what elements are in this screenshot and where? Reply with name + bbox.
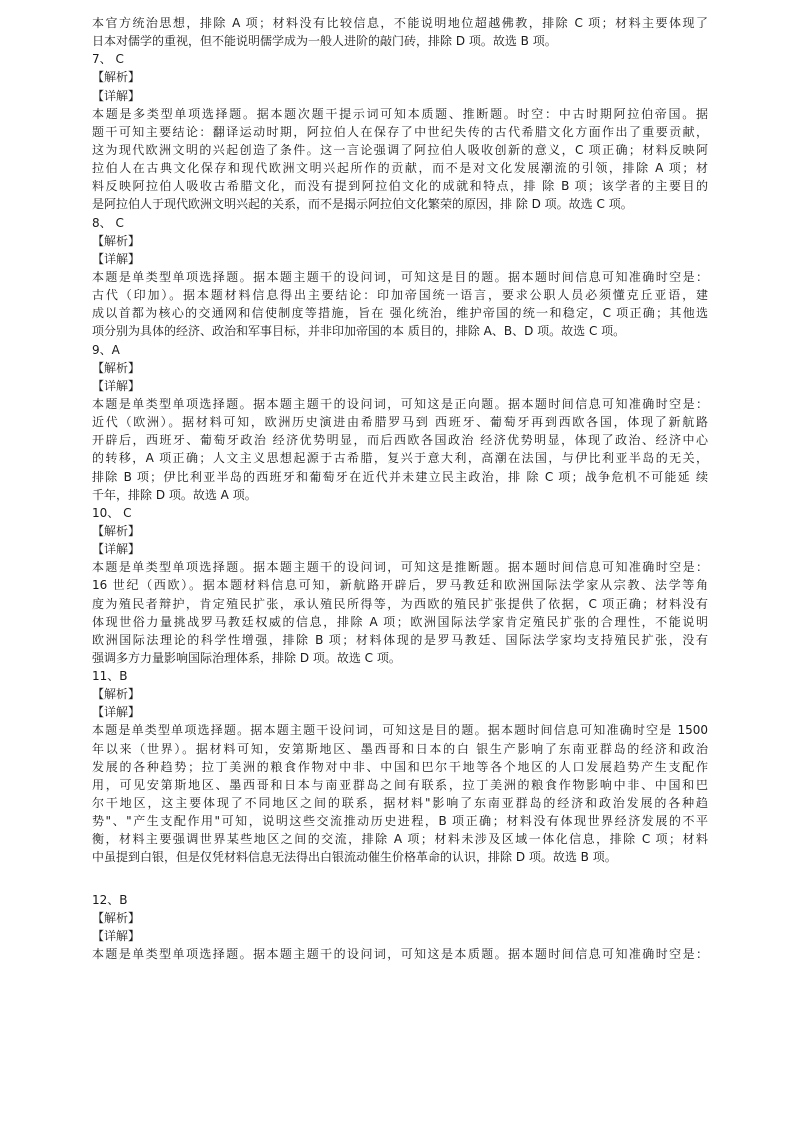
text-line: 排除 B 项；伊比利亚半岛的西班牙和葡萄牙在近代并未建立民主政治，排 除 C 项；战争危机不可能延 续 <box>92 469 708 484</box>
section-label-analysis: 【解析】 <box>92 233 141 248</box>
text-line: 年以来（世界）。据材料可知，安第斯地区、墨西哥和日本的白 银生产影响了东南亚群岛的经济和政治 <box>92 741 708 756</box>
text-line: 本题是单类型单项选择题。据本题主题干的设问词，可知这是目的题。据本题时间信息可知准确时空是： <box>92 269 708 284</box>
text-line: 成以首都为核心的交通网和信使制度等措施，旨在 强化统治，维护帝国的统一和稳定，C 项正确；其他选 <box>92 306 708 321</box>
text-line: 衡，材料主要强调世界某些地区之间的交流，排除 A 项；材料未涉及区域一体化信息，排除 C 项；材料 <box>92 832 708 847</box>
text-line: 本题是单类型单项选择题。据本题主题干设问词，可知这是目的题。据本题时间信息可知准确时空是 1500 <box>92 723 708 738</box>
text-line: 欧洲国际法理论的科学性增强，排除 B 项；材料体现的是罗马教廷、国际法学家均支持殖民扩张，没有 <box>92 632 708 647</box>
text-line: 尔干地区，这主要体现了不同地区之间的联系，据材料"影响了东南亚群岛的经济和政治发展的各种趋 <box>92 796 708 811</box>
text-line: 发展的各种趋势；拉丁美洲的粮食作物对中非、中国和巴尔干地等各个地区的人口发展趋势产生支配作 <box>92 759 708 774</box>
text-line: 用，可见安第斯地区、墨西哥和日本与南亚群岛之间有联系，拉丁美洲的粮食作物影响中非、中国和巴 <box>92 777 708 792</box>
text-line: 体现世俗力量挑战罗马教廷权威的信息，排除 A 项；欧洲国际法学家肯定殖民扩张的合理性，不能说明 <box>92 614 708 629</box>
section-label-detail: 【详解】 <box>92 251 141 266</box>
section-label-detail: 【详解】 <box>92 542 141 557</box>
question-number: 8、 C <box>92 215 124 230</box>
text-line: 料反映阿拉伯人吸收古希腊文化，而没有提到阿拉伯文化的成就和特点，排 除 B 项；该学者的主要目的 <box>92 179 708 194</box>
section-label-detail: 【详解】 <box>92 378 141 393</box>
text-line: 日本对儒学的重视，但不能说明儒学成为一般人进阶的敲门砖，排除 D 项。故选 B 项。 <box>92 34 557 49</box>
text-line: 中虽提到白银，但是仅凭材料信息无法得出白银流动催生价格革命的认识，排除 D 项。故选 B 项。 <box>92 850 617 865</box>
question-number: 9、A <box>92 342 120 357</box>
text-line: 近代（欧洲）。据材料可知，欧洲历史演进由希腊罗马到 西班牙、葡萄牙再到西欧各国，体现了新航路 <box>92 415 708 430</box>
text-line: 拉伯人在古典文化保存和现代欧洲文明兴起所作的贡献，而不是对文化发展潮流的引领，排除 A 项；材 <box>92 161 708 176</box>
text-line: 强调多方力量影响国际治理体系，排除 D 项。故选 C 项。 <box>92 650 401 665</box>
text-line: 千年，排除 D 项。故选 A 项。 <box>92 487 257 502</box>
text-line: 本官方统治思想，排除 A 项；材料没有比较信息，不能说明地位超越佛教，排除 C 项；材料主要体现了 <box>92 16 708 30</box>
text-line: 是阿拉伯人于现代欧洲文明兴起的关系，而不是揭示阿拉伯文化繁荣的原因，排 除 D 项。故选 C 项。 <box>92 197 633 212</box>
section-label-detail: 【详解】 <box>92 88 141 103</box>
text-line: 项分别为具体的经济、政治和军事目标，并非印加帝国的本 质目的，排除 A、B、D 项。故选 C 项。 <box>92 324 626 339</box>
text-line: 的转移，A 项正确；人文主义思想起源于古希腊，复兴于意大利，高潮在法国，与伊比利亚半岛的无关， <box>92 451 708 466</box>
question-number: 12、B <box>92 892 128 907</box>
question-number: 7、 C <box>92 52 124 67</box>
text-line: 题干可知主要结论：翻译运动时期，阿拉伯人在保存了中世纪失传的古代希腊文化方面作出了重要贡献， <box>92 124 708 139</box>
section-label-detail: 【详解】 <box>92 705 141 720</box>
text-line: 古代（印加）。据本题材料信息得出主要结论：印加帝国统一语言，要求公职人员必须懂克丘亚语，建 <box>92 288 708 303</box>
text-line: 势"、"产生支配作用"可知，说明这些交流推动历史进程，B 项正确；材料没有体现世界经济发展的不平 <box>92 814 708 829</box>
section-label-analysis: 【解析】 <box>92 70 141 85</box>
text-line: 16 世纪（西欧）。据本题材料信息可知，新航路开辟后，罗马教廷和欧洲国际法学家从宗教、法学等角 <box>92 578 708 593</box>
section-label-analysis: 【解析】 <box>92 687 141 702</box>
text-line: 度为殖民者辩护，肯定殖民扩张，承认殖民所得等，为西欧的殖民扩张提供了依据，C 项正确；材料没有 <box>92 596 708 611</box>
section-label-detail: 【详解】 <box>92 928 141 943</box>
text-line: 本题是多类型单项选择题。据本题次题干提示词可知本质题、推断题。时空：中古时期阿拉伯帝国。据 <box>92 106 708 121</box>
text-line: 这为现代欧洲文明的兴起创造了条件。这一言论强调了阿拉伯人吸收创新的意义，C 项正确；材料反映阿 <box>92 142 708 157</box>
text-line: 本题是单类型单项选择题。据本题主题干的设问词，可知这是正向题。据本题时间信息可知准确时空是： <box>92 396 708 411</box>
paragraph-gap <box>92 867 708 891</box>
question-number: 10、 C <box>92 505 132 520</box>
section-label-analysis: 【解析】 <box>92 523 141 538</box>
section-label-analysis: 【解析】 <box>92 360 141 375</box>
document-page <box>92 14 708 963</box>
text-line: 本题是单类型单项选择题。据本题主题干的设问词，可知这是本质题。据本题时间信息可知准确时空是： <box>92 947 708 962</box>
text-line: 开辟后，西班牙、葡萄牙政治 经济优势明显，而后西欧各国政治 经济优势明显，体现了政治、经济中心 <box>92 433 708 448</box>
text-line: 本题是单类型单项选择题。据本题主题干的设问词，可知这是推断题。据本题时间信息可知准确时空是： <box>92 560 708 575</box>
section-label-analysis: 【解析】 <box>92 910 141 925</box>
question-number: 11、B <box>92 669 128 684</box>
